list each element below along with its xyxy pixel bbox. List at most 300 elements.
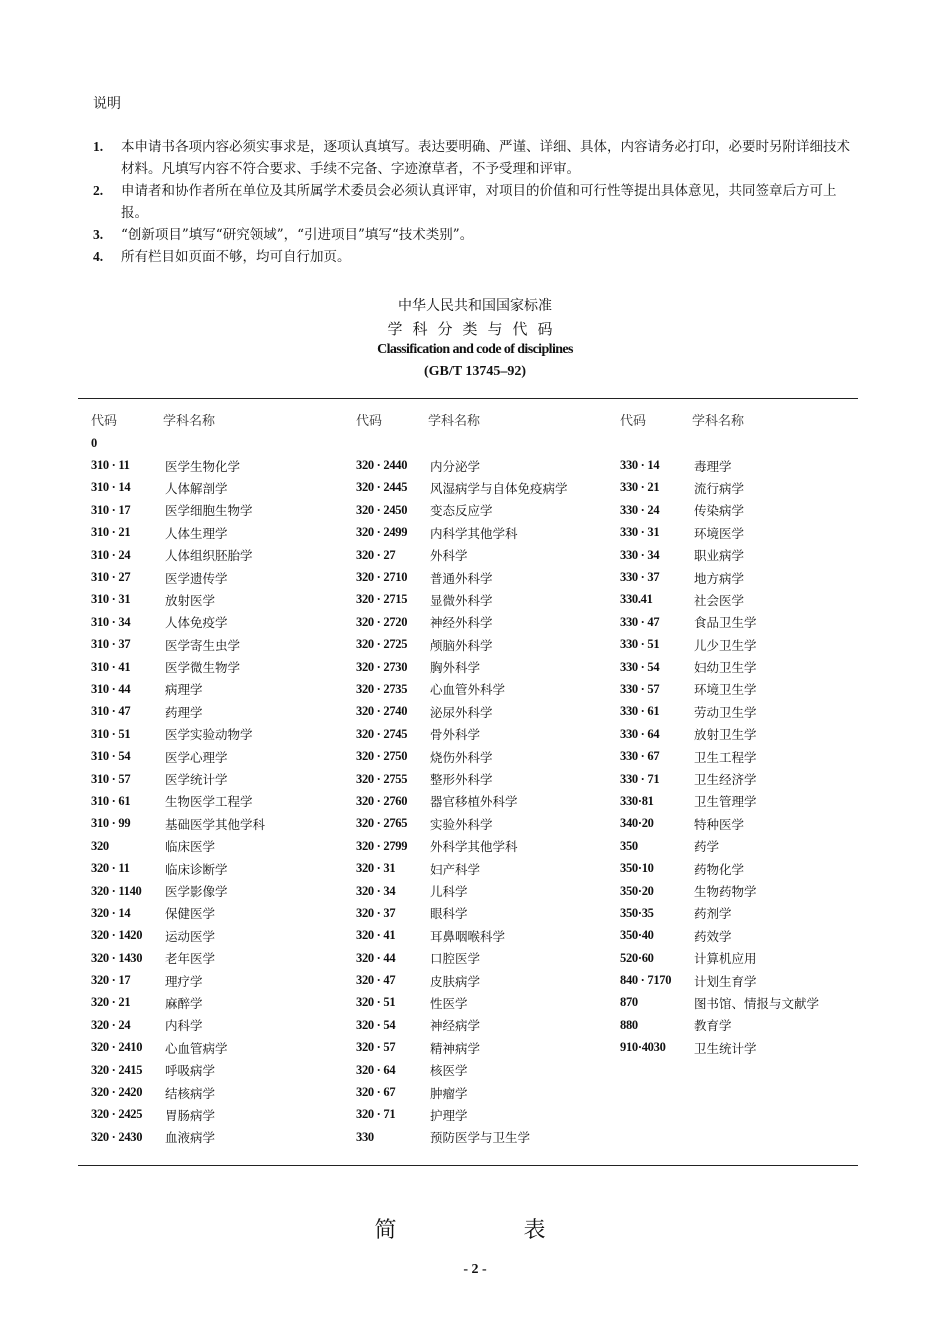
discipline-name: 显微外科学: [430, 592, 493, 608]
table-row: [356, 969, 621, 991]
table-row: [356, 589, 621, 611]
discipline-code: 320 · 24: [91, 1017, 131, 1032]
table-row: [91, 768, 356, 790]
standard-title: 中华人民共和国国家标准: [398, 298, 552, 314]
discipline-code: 320 · 64: [356, 1062, 396, 1077]
discipline-name: 胸外科学: [430, 660, 481, 676]
discipline-name: 理疗学: [165, 973, 203, 989]
discipline-code: 310 · 27: [91, 570, 131, 585]
discipline-name: 心血管病学: [165, 1040, 228, 1056]
table-row: [356, 656, 621, 678]
instruction-text: 所有栏目如页面不够，均可自行加页。: [121, 249, 351, 265]
discipline-code: 320 · 1140: [91, 883, 142, 898]
discipline-name: 临床诊断学: [165, 861, 228, 877]
discipline-name: 保健医学: [165, 906, 216, 922]
discipline-name: 卫生经济学: [694, 772, 757, 788]
table-row: [620, 678, 885, 700]
header-code: 代码: [356, 414, 383, 429]
discipline-code: 320 · 2735: [356, 681, 408, 696]
instruction-item: [93, 136, 863, 180]
discipline-code: 310 · 17: [91, 502, 131, 517]
discipline-name: 人体解剖学: [165, 480, 228, 496]
table-row: [91, 477, 356, 499]
instruction-text: 本申请书各项内容必须实事求是，逐项认真填写。表达要明确、严谨、详细、具体，内容请务必打印，必要时另附详细技术材料。凡填写内容不符合要求、手续不完备、字迹潦草者，不予受理和评审。: [121, 139, 850, 177]
discipline-code: 320 · 14: [91, 905, 131, 920]
header-code: 代码: [91, 414, 118, 429]
table-column-2: [356, 410, 621, 1149]
table-row: [356, 902, 621, 924]
discipline-name: 变态反应学: [430, 503, 493, 519]
discipline-name: 整形外科学: [430, 772, 493, 788]
discipline-code: 310 · 21: [91, 525, 131, 540]
table-row: [356, 544, 621, 566]
discipline-name: 烧伤外科学: [430, 749, 493, 765]
discipline-name: 心血管外科学: [430, 682, 506, 698]
discipline-code: 320 · 1420: [91, 928, 143, 943]
table-row: [620, 902, 885, 924]
discipline-code: 320 · 2715: [356, 592, 408, 607]
discipline-code: 870: [620, 995, 638, 1010]
instruction-text: “创新项目”填写“研究领域”，“引进项目”填写“技术类别”。: [121, 227, 474, 243]
discipline-name: 放射卫生学: [694, 727, 757, 743]
header-name: 学科名称: [163, 414, 216, 429]
table-row: [91, 857, 356, 879]
discipline-code: 330 · 67: [620, 749, 660, 764]
table-row: [91, 656, 356, 678]
discipline-code: 320 · 1430: [91, 950, 143, 965]
table-row: [620, 925, 885, 947]
discipline-name: 实验外科学: [430, 816, 493, 832]
table-row: [620, 499, 885, 521]
discipline-name: 图书馆、情报与文献学: [694, 995, 820, 1011]
table-row: [620, 701, 885, 723]
discipline-name: 卫生管理学: [694, 794, 757, 810]
discipline-name: 器官移植外科学: [430, 794, 518, 810]
discipline-code: 520·60: [620, 950, 654, 965]
table-row: [91, 1037, 356, 1059]
discipline-name: 内分泌学: [430, 458, 481, 474]
table-row: [620, 723, 885, 745]
discipline-name: 妇幼卫生学: [694, 660, 757, 676]
table-row: [91, 1126, 356, 1148]
column-header: [356, 410, 621, 432]
table-row: [91, 1014, 356, 1036]
discipline-name: 神经病学: [430, 1018, 481, 1034]
discipline-name: 内科学其他学科: [430, 525, 518, 541]
discipline-code: 320 · 17: [91, 973, 131, 988]
header-name: 学科名称: [692, 414, 745, 429]
table-row: [620, 522, 885, 544]
discipline-code: 320 · 51: [356, 995, 396, 1010]
discipline-code: 330 · 37: [620, 570, 660, 585]
discipline-code: 320 · 2740: [356, 704, 408, 719]
table-row: [356, 522, 621, 544]
section-heading: 说明: [93, 96, 121, 112]
discipline-name: 医学生物化学: [165, 458, 241, 474]
discipline-name: 职业病学: [694, 548, 745, 564]
table-row: [620, 813, 885, 835]
discipline-code: 320 · 2440: [356, 458, 408, 473]
discipline-code: 320 · 2425: [91, 1107, 143, 1122]
discipline-name: 人体免疫学: [165, 615, 228, 631]
discipline-name: 药学: [694, 839, 720, 855]
table-row: [356, 1104, 621, 1126]
standard-subtitle: 学科分类与代码: [387, 320, 563, 338]
header-code: 代码: [620, 414, 647, 429]
discipline-name: 社会医学: [694, 592, 745, 608]
instruction-item: [93, 224, 863, 246]
discipline-code: 320 · 2745: [356, 726, 408, 741]
discipline-name: 药剂学: [694, 906, 732, 922]
table-row: [620, 1037, 885, 1059]
discipline-code: 330 · 14: [620, 458, 660, 473]
discipline-code: 350·40: [620, 928, 654, 943]
discipline-code: 910·4030: [620, 1040, 666, 1055]
discipline-code: 320 · 41: [356, 928, 396, 943]
discipline-name: 肿瘤学: [430, 1085, 468, 1101]
discipline-name: 儿科学: [430, 884, 468, 899]
discipline-code: 320 · 21: [91, 995, 131, 1010]
discipline-code: 330 · 24: [620, 502, 660, 517]
table-row: [91, 902, 356, 924]
discipline-code: 310 · 11: [91, 458, 130, 473]
table-row: [91, 790, 356, 812]
column-header: [91, 410, 356, 432]
discipline-code: 320 · 11: [91, 861, 130, 876]
table-row: [356, 880, 621, 902]
discipline-name: 风湿病学与自体免疫病学: [430, 480, 568, 496]
table-row: [620, 969, 885, 991]
table-row: [620, 947, 885, 969]
discipline-name: 生物医学工程学: [165, 794, 253, 810]
table-row: [356, 992, 621, 1014]
discipline-name: 计划生育学: [694, 973, 757, 989]
discipline-name: 耳鼻咽喉科学: [430, 928, 506, 944]
discipline-name: 皮肤病学: [430, 973, 481, 989]
discipline-name: 医学影像学: [165, 884, 228, 899]
discipline-code: 320 · 37: [356, 905, 396, 920]
discipline-code: 320 · 2730: [356, 659, 408, 674]
discipline-code: 320 · 2750: [356, 749, 408, 764]
table-row: [356, 857, 621, 879]
table-row: [620, 745, 885, 767]
discipline-code: 320 · 2755: [356, 771, 408, 786]
table-row: [91, 432, 356, 454]
table-row: [356, 1126, 621, 1148]
table-row: [620, 589, 885, 611]
standard-code: (GB/T 13745–92): [423, 364, 527, 379]
discipline-code: 840 · 7170: [620, 973, 672, 988]
discipline-name: 流行病学: [694, 480, 745, 496]
discipline-name: 医学寄生虫学: [165, 637, 241, 653]
table-row: [356, 1014, 621, 1036]
table-row: [620, 1014, 885, 1036]
discipline-code: 320: [91, 838, 109, 853]
discipline-name: 劳动卫生学: [694, 704, 757, 720]
discipline-code: 320 · 2415: [91, 1062, 143, 1077]
discipline-code: 320 · 47: [356, 973, 396, 988]
discipline-name: 环境医学: [694, 525, 745, 541]
discipline-name: 教育学: [694, 1018, 732, 1034]
discipline-code: 320 · 2430: [91, 1129, 143, 1144]
discipline-name: 人体组织胚胎学: [165, 548, 253, 564]
discipline-code: 320 · 2410: [91, 1040, 143, 1055]
table-row: [620, 835, 885, 857]
discipline-code: 330 · 54: [620, 659, 660, 674]
table-row: [620, 656, 885, 678]
discipline-name: 放射医学: [165, 592, 216, 608]
discipline-code: 320 · 2725: [356, 637, 408, 652]
discipline-code: 320 · 54: [356, 1017, 396, 1032]
discipline-code: 320 · 2720: [356, 614, 408, 629]
table-row: [91, 634, 356, 656]
table-row: [91, 611, 356, 633]
table-row: [356, 723, 621, 745]
discipline-code: 320 · 57: [356, 1040, 396, 1055]
discipline-name: 神经外科学: [430, 615, 493, 631]
discipline-name: 人体生理学: [165, 525, 228, 541]
discipline-code: 310 · 44: [91, 681, 131, 696]
discipline-code: 310 · 37: [91, 637, 131, 652]
table-row: [620, 566, 885, 588]
table-row: [356, 611, 621, 633]
discipline-name: 传染病学: [694, 503, 745, 519]
discipline-code: 310 · 99: [91, 816, 131, 831]
table-bottom-rule: [78, 1165, 858, 1166]
discipline-name: 卫生工程学: [694, 749, 757, 765]
table-row: [91, 969, 356, 991]
discipline-name: 医学微生物学: [165, 660, 241, 676]
header-name: 学科名称: [428, 414, 481, 429]
table-row: [356, 947, 621, 969]
discipline-code: 340·20: [620, 816, 654, 831]
table-row: [91, 745, 356, 767]
discipline-code: 320 · 2420: [91, 1085, 143, 1100]
table-row: [91, 835, 356, 857]
discipline-code: 310 · 47: [91, 704, 131, 719]
table-row: [91, 723, 356, 745]
discipline-code: 320 · 44: [356, 950, 396, 965]
discipline-code: 320 · 2710: [356, 570, 408, 585]
discipline-name: 老年医学: [165, 951, 216, 967]
table-column-3: [620, 410, 885, 1059]
discipline-code: 330·81: [620, 793, 654, 808]
discipline-name: 预防医学与卫生学: [430, 1130, 531, 1146]
discipline-code: 330 · 31: [620, 525, 660, 540]
table-row: [356, 813, 621, 835]
discipline-name: 口腔医学: [430, 951, 481, 967]
discipline-code: 320 · 2765: [356, 816, 408, 831]
discipline-code: 320 · 34: [356, 883, 396, 898]
table-row: [620, 880, 885, 902]
discipline-name: 普通外科学: [430, 570, 493, 586]
discipline-name: 内科学: [165, 1018, 203, 1034]
discipline-name: 卫生统计学: [694, 1040, 757, 1056]
table-row: [91, 499, 356, 521]
discipline-code: 310 · 61: [91, 793, 131, 808]
discipline-name: 医学实验动物学: [165, 727, 253, 743]
table-row: [91, 813, 356, 835]
discipline-code: 320 · 31: [356, 861, 396, 876]
discipline-code: 330 · 34: [620, 547, 660, 562]
discipline-code: 330: [356, 1129, 374, 1144]
discipline-name: 泌尿外科学: [430, 704, 493, 720]
discipline-code: 310 · 41: [91, 659, 131, 674]
table-row: [91, 589, 356, 611]
discipline-name: 儿少卫生学: [694, 637, 757, 653]
discipline-code: 320 · 71: [356, 1107, 396, 1122]
instruction-text: 申请者和协作者所在单位及其所属学术委员会必须认真评审，对项目的价值和可行性等提出具体意见，共同签章后方可上报。: [121, 183, 837, 221]
table-row: [91, 1104, 356, 1126]
discipline-name: 精神病学: [430, 1040, 481, 1056]
discipline-name: 结核病学: [165, 1085, 216, 1101]
discipline-code: 0: [91, 435, 97, 450]
discipline-code: 320 · 67: [356, 1085, 396, 1100]
table-row: [620, 611, 885, 633]
discipline-code: 310 · 51: [91, 726, 131, 741]
table-row: [620, 454, 885, 476]
discipline-name: 骨外科学: [430, 727, 481, 743]
table-row: [91, 992, 356, 1014]
discipline-name: 外科学其他学科: [430, 839, 518, 855]
standard-title-en: Classification and code of disciplines: [377, 342, 573, 357]
table-row: [356, 701, 621, 723]
discipline-name: 呼吸病学: [165, 1063, 216, 1079]
table-row: [356, 835, 621, 857]
table-row: [91, 701, 356, 723]
discipline-code: 880: [620, 1017, 638, 1032]
instructions-list: [93, 136, 863, 268]
discipline-name: 计算机应用: [694, 951, 757, 967]
discipline-name: 生物药物学: [694, 884, 757, 899]
column-header: [620, 410, 885, 432]
table-row: [356, 768, 621, 790]
table-row: [356, 790, 621, 812]
table-row: [91, 678, 356, 700]
table-row: [620, 768, 885, 790]
table-row: [620, 992, 885, 1014]
table-row: [356, 499, 621, 521]
discipline-code: 350: [620, 838, 638, 853]
discipline-name: 临床医学: [165, 839, 216, 855]
discipline-code: 350·10: [620, 861, 654, 876]
discipline-name: 病理学: [165, 682, 203, 698]
discipline-name: 医学遗传学: [165, 570, 228, 586]
discipline-name: 毒理学: [694, 458, 732, 474]
discipline-name: 妇产科学: [430, 861, 481, 877]
table-row: [356, 1059, 621, 1081]
table-top-rule: [78, 398, 858, 399]
discipline-name: 地方病学: [694, 570, 745, 586]
discipline-code: 330 · 47: [620, 614, 660, 629]
discipline-name: 医学细胞生物学: [165, 503, 253, 519]
discipline-code: 310 · 57: [91, 771, 131, 786]
table-row: [356, 745, 621, 767]
discipline-name: 医学心理学: [165, 749, 228, 765]
instruction-item: [93, 246, 863, 268]
page-number: - 2 -: [463, 1262, 487, 1277]
discipline-code: 330 · 64: [620, 726, 660, 741]
table-row: [91, 1081, 356, 1103]
table-row: [620, 634, 885, 656]
table-row: [620, 857, 885, 879]
table-row: [356, 477, 621, 499]
discipline-code: 310 · 31: [91, 592, 131, 607]
discipline-code: 310 · 24: [91, 547, 131, 562]
discipline-code: 320 · 2450: [356, 502, 408, 517]
discipline-code: 350·35: [620, 905, 654, 920]
discipline-code: 330 · 71: [620, 771, 660, 786]
section-title-summary: 简 表: [374, 1218, 606, 1243]
discipline-code: 320 · 2499: [356, 525, 408, 540]
discipline-code: 320 · 27: [356, 547, 396, 562]
table-row: [91, 454, 356, 476]
discipline-name: 核医学: [430, 1063, 468, 1079]
discipline-code: 330 · 57: [620, 681, 660, 696]
discipline-name: 基础医学其他学科: [165, 816, 266, 832]
table-row: [620, 544, 885, 566]
discipline-code: 330.41: [620, 592, 653, 607]
discipline-name: 药理学: [165, 704, 203, 720]
discipline-name: 医学统计学: [165, 772, 228, 788]
table-row: [356, 678, 621, 700]
table-row: [91, 544, 356, 566]
table-row: [91, 1059, 356, 1081]
discipline-code: 310 · 34: [91, 614, 131, 629]
table-row: [356, 634, 621, 656]
table-row: [620, 477, 885, 499]
table-row: [620, 790, 885, 812]
instruction-number: 1.: [93, 139, 104, 154]
discipline-code: 310 · 14: [91, 480, 131, 495]
discipline-name: 血液病学: [165, 1130, 216, 1146]
discipline-code: 350·20: [620, 883, 654, 898]
discipline-code: 310 · 54: [91, 749, 131, 764]
discipline-name: 特种医学: [694, 816, 745, 832]
discipline-name: 环境卫生学: [694, 682, 757, 698]
discipline-name: 护理学: [430, 1107, 468, 1123]
discipline-name: 食品卫生学: [694, 615, 757, 631]
table-row: [91, 522, 356, 544]
table-column-1: [91, 410, 356, 1149]
table-row: [91, 880, 356, 902]
table-row: [91, 947, 356, 969]
discipline-code: 320 · 2445: [356, 480, 408, 495]
discipline-code: 330 · 21: [620, 480, 660, 495]
discipline-name: 性医学: [430, 995, 468, 1011]
instruction-number: 3.: [93, 227, 104, 242]
discipline-code: 330 · 51: [620, 637, 660, 652]
discipline-name: 运动医学: [165, 928, 216, 944]
discipline-name: 药效学: [694, 928, 732, 944]
table-row: [356, 1081, 621, 1103]
discipline-name: 外科学: [430, 548, 468, 564]
discipline-name: 药物化学: [694, 861, 745, 877]
instruction-number: 4.: [93, 249, 104, 264]
discipline-code: 320 · 2760: [356, 793, 408, 808]
discipline-code: 320 · 2799: [356, 838, 408, 853]
table-row: [91, 566, 356, 588]
table-row: [356, 566, 621, 588]
table-row: [356, 925, 621, 947]
table-row: [91, 925, 356, 947]
instruction-number: 2.: [93, 183, 104, 198]
table-row: [356, 454, 621, 476]
discipline-name: 颅脑外科学: [430, 637, 493, 653]
instruction-item: [93, 180, 863, 224]
discipline-code: 330 · 61: [620, 704, 660, 719]
discipline-name: 眼科学: [430, 906, 468, 922]
